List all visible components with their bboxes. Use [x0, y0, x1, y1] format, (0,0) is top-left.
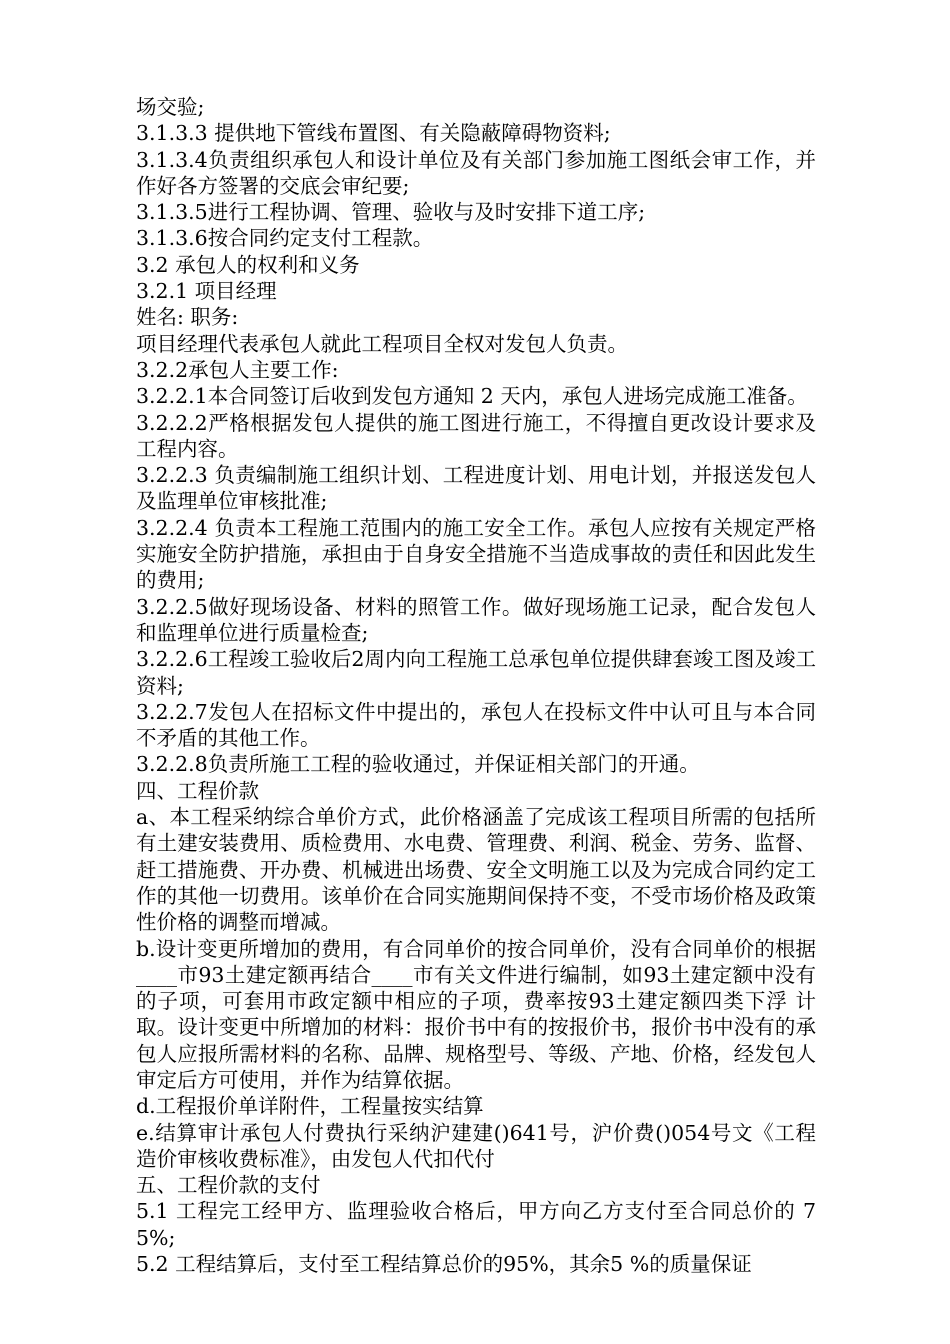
clause-5-1: 5.1 工程完工经甲方、监理验收合格后，甲方向乙方支付至合同总价的 75%;: [136, 1199, 816, 1250]
name-title-fields: 姓名: 职务:: [136, 305, 239, 330]
document-page: [136, 94, 816, 1277]
clause-3-2-2-1: 3.2.2.1本合同签订后收到发包方通知 2 天内，承包人进场完成施工准备。: [136, 384, 808, 409]
clause-4-d: d.工程报价单详附件，工程量按实结算: [136, 1094, 484, 1119]
clause-3-1-3-5: 3.1.3.5进行工程协调、管理、验收与及时安排下道工序;: [136, 200, 646, 225]
section-heading-4: 四、工程价款: [136, 778, 259, 803]
clause-3-2-1: 3.2.1 项目经理: [136, 279, 277, 304]
clause-3-2-2-4: 3.2.2.4 负责本工程施工范围内的施工安全工作。承包人应按有关规定严格实施安全防护措施，承担由于自身安全措施不当造成事故的责任和因此发生的费用;: [136, 515, 816, 593]
clause-3-2-2-3: 3.2.2.3 负责编制施工组织计划、工程进度计划、用电计划，并报送发包人及监理单位审核批准;: [136, 463, 816, 514]
clause-4-e: e.结算审计承包人付费执行采纳沪建建()641号，沪价费()054号文《工程造价审核收费标准》，由发包人代扣代付: [136, 1120, 816, 1171]
clause-3-2-2-8: 3.2.2.8负责所施工工程的验收通过，并保证相关部门的开通。: [136, 752, 700, 777]
clause-3-2-2-5: 3.2.2.5做好现场设备、材料的照管工作。做好现场施工记录，配合发包人和监理单位进行质量检查;: [136, 594, 816, 645]
clause-3-1-3-6: 3.1.3.6按合同约定支付工程款。: [136, 226, 434, 251]
clause-3-2-2-7: 3.2.2.7发包人在招标文件中提出的，承包人在投标文件中认可且与本合同不矛盾的其他工作。: [136, 699, 816, 751]
section-heading-5: 五、工程价款的支付: [136, 1173, 321, 1198]
clause-5-2: 5.2 工程结算后，支付至工程结算总价的95%，其余5 %的质量保证: [136, 1252, 752, 1277]
clause-3-1-3-3: 3.1.3.3 提供地下管线布置图、有关隐蔽障碍物资料;: [136, 121, 611, 146]
clause-3-2-2: 3.2.2承包人主要工作:: [136, 357, 339, 382]
section-heading-3-2: 3.2 承包人的权利和义务: [136, 252, 360, 277]
clause-3-2-2-6: 3.2.2.6工程竣工验收后2周内向工程施工总承包单位提供肆套竣工图及竣工资料;: [136, 647, 816, 698]
clause-4-b: b.设计变更所增加的费用，有合同单价的按合同单价，没有合同单价的根据____市93土建定额再结合____市有关文件进行编制，如93土建定额中没有的子项，可套用市政定额中相应的子项，费率按93土建定额四类下浮 计取。设计变更中所增加的材料：报价书中有的按报价书，报价书中没有的承包人应报所需材料的名称、品牌、规格型号、等级、产地、价格，经发包人审定后方可使用，并作为结算依据。: [136, 936, 816, 1092]
clause-4-a: a、本工程采纳综合单价方式，此价格涵盖了完成该工程项目所需的包括所有土建安装费用、质检费用、水电费、管理费、利润、税金、劳务、监督、赶工措施费、开办费、机械进出场费、安全文明施工以及为完成合同约定工作的其他一切费用。该单价在合同实施期间保持不变，不受市场价格及政策性价格的调整而增减。: [136, 805, 816, 935]
clause-3-2-2-2: 3.2.2.2严格根据发包人提供的施工图进行施工，不得擅自更改设计要求及工程内容。: [136, 410, 816, 461]
project-manager-statement: 项目经理代表承包人就此工程项目全权对发包人负责。: [136, 331, 628, 356]
clause-3-1-3-4: 3.1.3.4负责组织承包人和设计单位及有关部门参加施工图纸会审工作，并作好各方签署的交底会审纪要;: [136, 147, 816, 198]
text-line: 场交验;: [136, 95, 205, 119]
